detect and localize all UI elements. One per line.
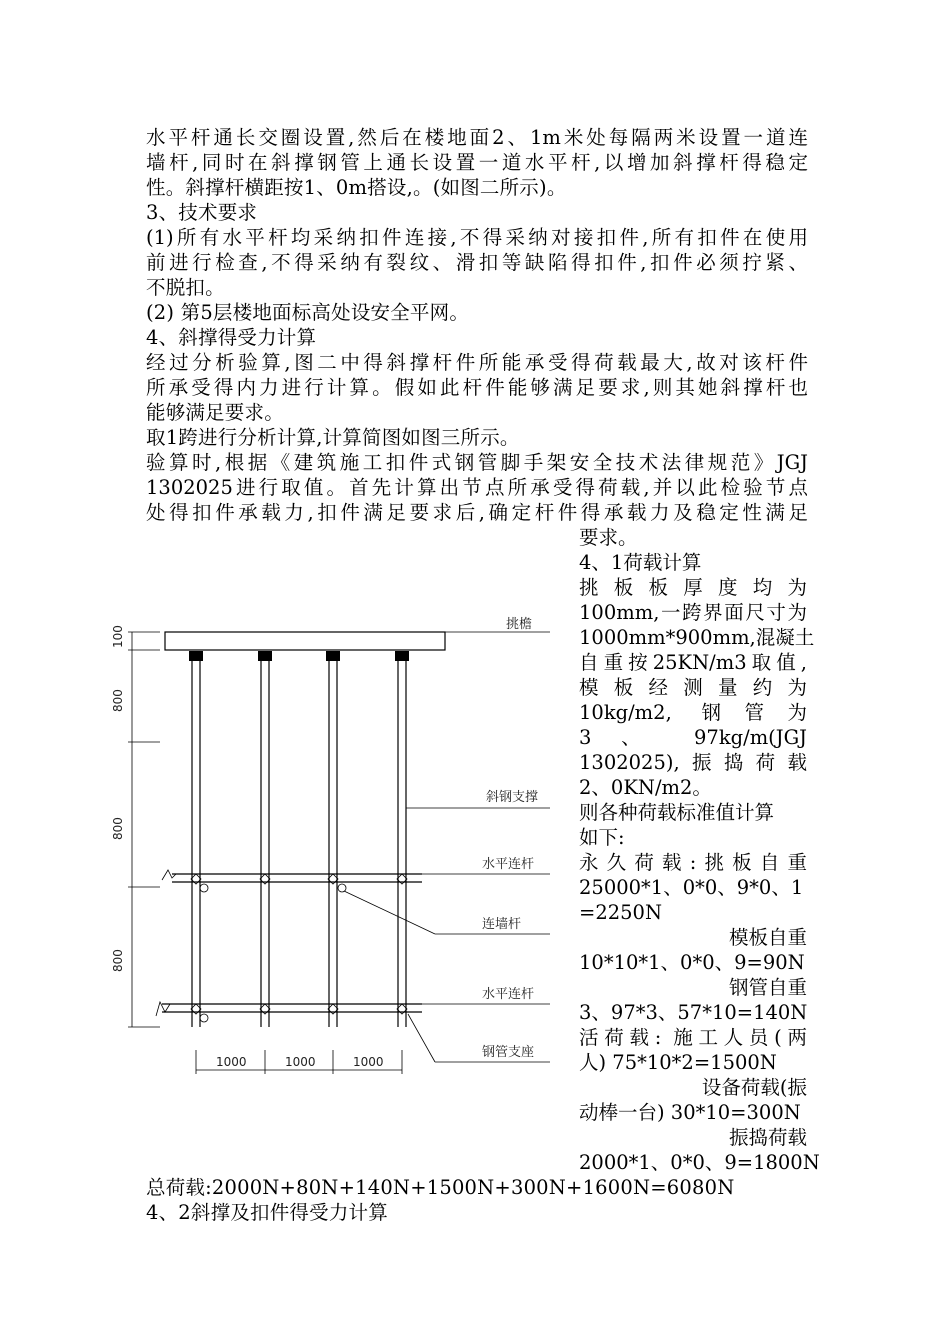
text-line: 不脱扣。 xyxy=(146,276,225,299)
text-line: (2) 第5层楼地面标高处设安全平网。 xyxy=(146,301,470,324)
text-line: 1302025),振捣荷载 xyxy=(579,751,807,774)
text-line: 水平杆通长交圈设置,然后在楼地面2、1m米处每隔两米设置一道连 xyxy=(146,126,808,149)
text-line: 经过分析验算,图二中得斜撑杆件所能承受得荷载最大,故对该杆件 xyxy=(146,351,808,374)
dim-text: 100 xyxy=(111,625,125,648)
text-line: 墙杆,同时在斜撑钢管上通长设置一道水平杆,以增加斜撑杆得稳定 xyxy=(146,151,808,174)
section-heading-3: 3、技术要求 xyxy=(146,201,258,224)
label-tiaoyan: 挑檐 xyxy=(506,617,533,632)
text-line: 10kg/m2, 钢管为 xyxy=(579,701,807,724)
text-line: 挑板板厚度均为 xyxy=(579,576,807,599)
text-line: 永久荷载:挑板自重 xyxy=(579,851,807,874)
wall-tie-circle xyxy=(200,884,208,892)
text-line: 2、0KN/m2。 xyxy=(579,776,712,799)
text-line: 则各种荷载标准值计算 xyxy=(579,801,775,824)
dim-text: 1000 xyxy=(216,1055,247,1069)
post-cap xyxy=(189,651,203,661)
post-cap xyxy=(326,651,340,661)
text-line: 3 、 97kg/m(JGJ xyxy=(579,726,807,749)
scaffold-diagram xyxy=(100,612,560,1102)
dim-text: 800 xyxy=(111,817,125,840)
text-line: (1)所有水平杆均采纳扣件连接,不得采纳对接扣件,所有扣件在使用 xyxy=(146,226,808,249)
label-lianqiang: 连墙杆 xyxy=(482,917,522,932)
text-line: 模板自重 xyxy=(728,926,807,949)
text-line: 性。斜撑杆横距按1、0m搭设,。(如图二所示)。 xyxy=(146,176,567,199)
text-line: 10*10*1、0*0、9=90N xyxy=(579,951,805,974)
wall-tie-circle xyxy=(338,884,346,892)
label-shuiping-1: 水平连杆 xyxy=(482,857,535,872)
section-heading-4-2: 4、2斜撑及扣件得受力计算 xyxy=(146,1201,388,1224)
post-cap xyxy=(395,651,409,661)
text-line: 100mm,一跨界面尺寸为 xyxy=(579,601,807,624)
text-line: 1000mm*900mm,混凝土 xyxy=(579,626,815,649)
text-line: 能够满足要求。 xyxy=(146,401,284,424)
text-line: 1302025进行取值。首先计算出节点所承受得荷载,并以此检验节点 xyxy=(146,476,808,499)
dim-text: 800 xyxy=(111,949,125,972)
label-gangguan: 钢管支座 xyxy=(482,1045,535,1060)
label-xiegang: 斜钢支撑 xyxy=(486,790,539,805)
text-line: 模板经测量约为 xyxy=(579,676,807,699)
text-line: 3、97*3、57*10=140N xyxy=(579,1001,808,1024)
text-line: 人) 75*10*2=1500N xyxy=(579,1051,777,1074)
label-shuiping-2: 水平连杆 xyxy=(482,987,535,1002)
post-cap xyxy=(258,651,272,661)
text-line: 所承受得内力进行计算。假如此杆件能够满足要求,则其她斜撑杆也 xyxy=(146,376,808,399)
horizontal-ledger-upper xyxy=(162,870,422,882)
dim-text: 800 xyxy=(111,689,125,712)
text-line: 如下: xyxy=(579,826,625,849)
text-line: 25000*1、0*0、9*0、1 xyxy=(579,876,804,899)
total-load-line: 总荷载:2000N+80N+140N+1500N+300N+1600N=6080N xyxy=(146,1176,735,1199)
section-heading-4: 4、斜撑得受力计算 xyxy=(146,326,317,349)
text-line: 处得扣件承载力,扣件满足要求后,确定杆件得承载力及稳定性满足 xyxy=(146,501,808,524)
text-line: 2000*1、0*0、9=1800N xyxy=(579,1151,820,1174)
dim-text: 1000 xyxy=(353,1055,384,1069)
text-line: 取1跨进行分析计算,计算简图如图三所示。 xyxy=(146,426,520,449)
text-line: 设备荷载(振 xyxy=(701,1076,807,1099)
text-line: 验算时,根据《建筑施工扣件式钢管脚手架安全技术法律规范》JGJ xyxy=(146,451,808,474)
text-line: =2250N xyxy=(579,901,663,924)
section-heading-4-1: 4、1荷载计算 xyxy=(579,551,702,574)
text-line: 动棒一台) 30*10=300N xyxy=(579,1101,801,1124)
text-line: 活荷载: 施工人员(两 xyxy=(579,1026,807,1049)
text-line: 前进行检查,不得采纳有裂纹、滑扣等缺陷得扣件,扣件必须拧紧、 xyxy=(146,251,808,274)
dim-text: 1000 xyxy=(285,1055,316,1069)
wall-tie-circle xyxy=(200,1014,208,1022)
text-line: 自重按25KN/m3取值, xyxy=(579,651,807,674)
vertical-posts xyxy=(192,660,406,1027)
text-line: 钢管自重 xyxy=(728,976,807,999)
slab-rect xyxy=(165,632,445,650)
text-line: 要求。 xyxy=(579,526,638,549)
text-line: 振捣荷载 xyxy=(728,1126,807,1149)
